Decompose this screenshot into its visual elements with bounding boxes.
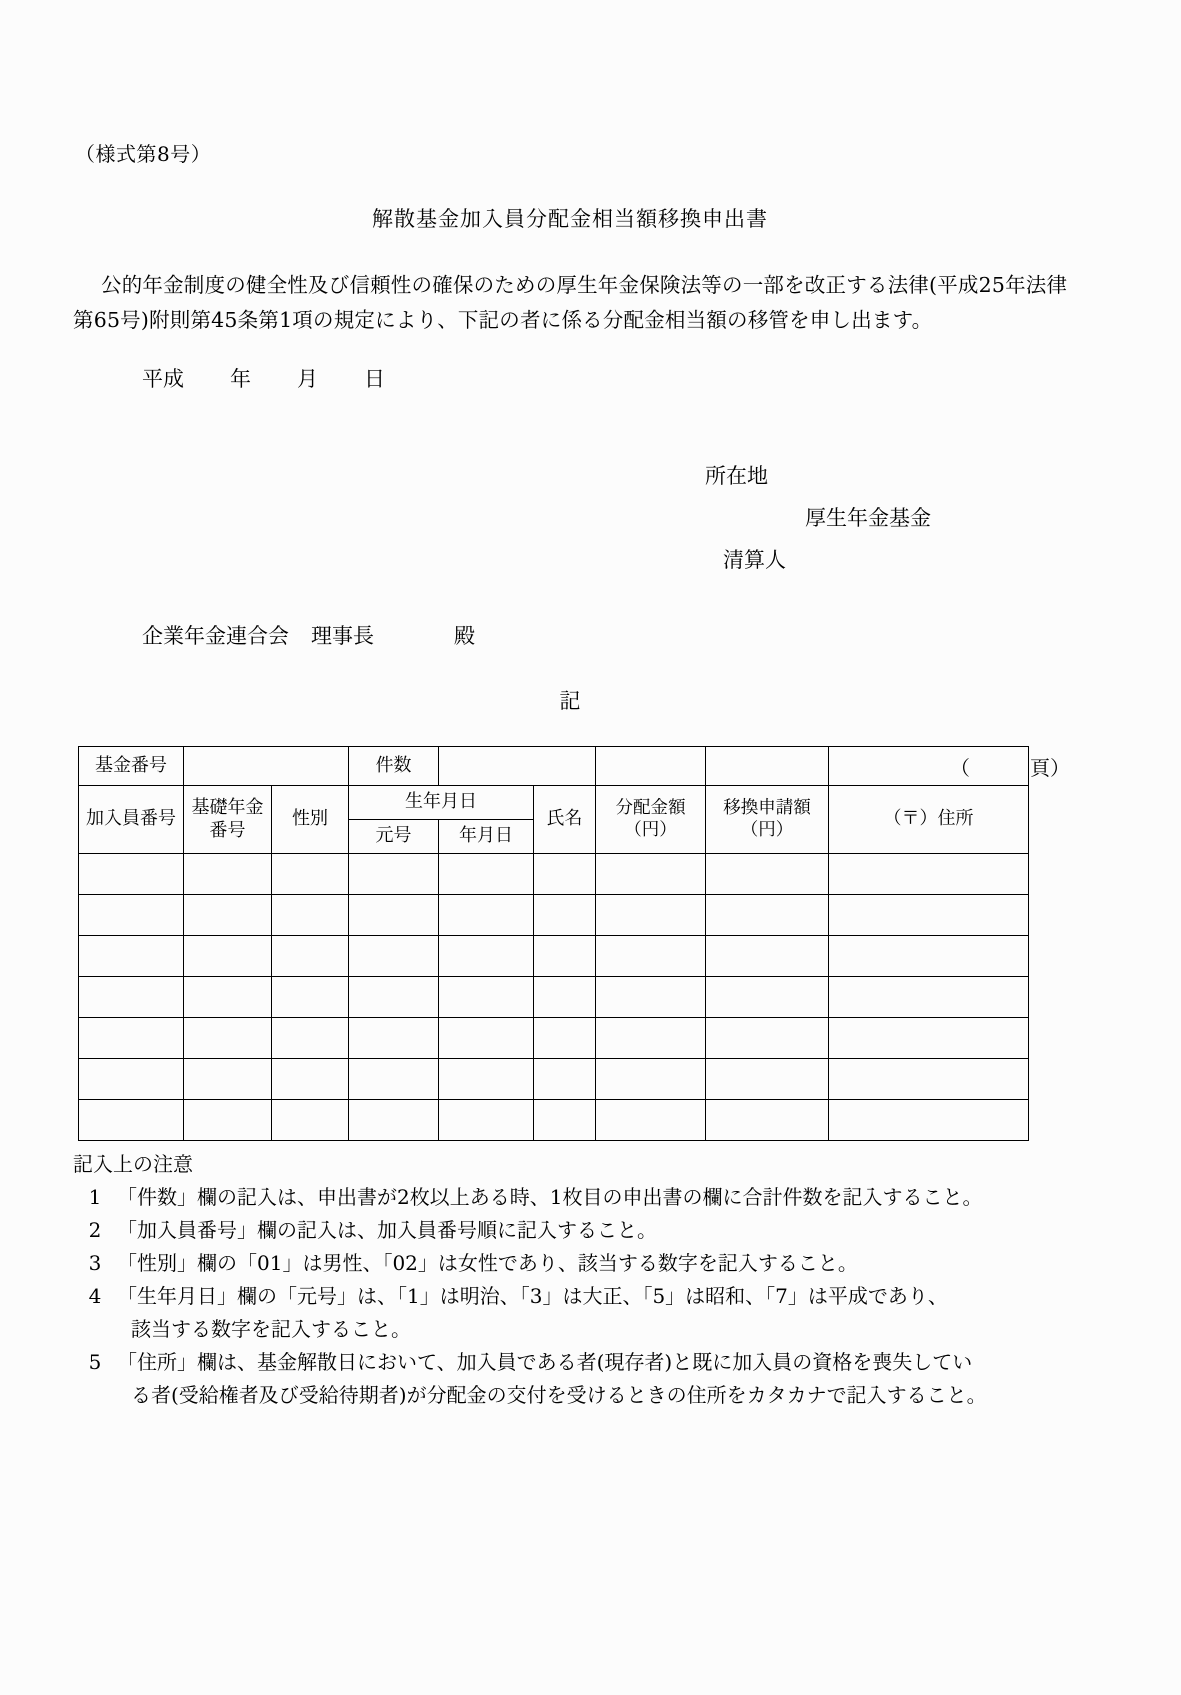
date-day-label: 日 (364, 367, 385, 391)
cell-basic-pension-number[interactable] (184, 1018, 272, 1059)
cell-member-number[interactable] (79, 1059, 184, 1100)
cell-member-number[interactable] (79, 1018, 184, 1059)
cell-name[interactable] (534, 1100, 596, 1141)
signature-location-label: 所在地 (705, 464, 768, 488)
cell-gender[interactable] (272, 1018, 349, 1059)
cell-transfer-request-amount[interactable] (706, 1100, 829, 1141)
note-text-main: 「生年月日」欄の「元号」は、「1」は明治、「3」は大正、「5」は昭和、「7」は平成であり、 (117, 1284, 948, 1308)
cell-basic-pension-number[interactable] (184, 936, 272, 977)
cell-name[interactable] (534, 936, 596, 977)
table-row (79, 1059, 1029, 1100)
body-paragraph: 公的年金制度の健全性及び信頼性の確保のための厚生年金保険法等の一部を改正する法律(平成25年法律第65号)附則第45条第1項の規定により、下記の者に係る分配金相当額の移管を申し出ます。 (73, 273, 1068, 332)
note-item (73, 1346, 1083, 1412)
cell-top-spacer-2 (706, 747, 829, 786)
cell-transfer-request-amount[interactable] (706, 1018, 829, 1059)
date-month-label: 月 (297, 367, 318, 391)
note-number: 5 (88, 1350, 102, 1374)
cell-basic-pension-number[interactable] (184, 854, 272, 895)
addressee-organization: 企業年金連合会 (142, 624, 289, 648)
cell-address[interactable] (829, 1018, 1029, 1059)
cell-birth-era[interactable] (349, 895, 439, 936)
cell-birth-era[interactable] (349, 1059, 439, 1100)
form-table-wrapper (78, 746, 1088, 1141)
cell-birth-ymd[interactable] (439, 977, 534, 1018)
date-line (142, 363, 385, 393)
cell-birth-era[interactable] (349, 977, 439, 1018)
signature-fund-label: 厚生年金基金 (805, 506, 931, 530)
form-number: （様式第8号） (75, 142, 212, 166)
page-indicator: （ 頁） (950, 756, 1070, 780)
header-transfer-request-amount-line2: （円） (740, 819, 794, 840)
cell-distribution-amount[interactable] (596, 977, 706, 1018)
note-text-main: 「件数」欄の記入は、申出書が2枚以上ある時、1枚目の申出書の欄に合計件数を記入すること。 (117, 1185, 983, 1209)
cell-transfer-request-amount[interactable] (706, 977, 829, 1018)
header-distribution-amount-line1: 分配金額 (615, 797, 686, 818)
table-row (79, 936, 1029, 977)
cell-birth-ymd[interactable] (439, 936, 534, 977)
cell-address[interactable] (829, 936, 1029, 977)
note-text (117, 1181, 1083, 1214)
header-birth-ymd: 年月日 (439, 820, 534, 854)
page-title: 解散基金加入員分配金相当額移換申出書 (372, 207, 768, 231)
cell-address[interactable] (829, 854, 1029, 895)
cell-distribution-amount[interactable] (596, 936, 706, 977)
cell-member-number[interactable] (79, 977, 184, 1018)
member-table (78, 746, 1029, 1141)
cell-top-spacer-3 (829, 747, 1029, 786)
table-row (79, 977, 1029, 1018)
note-item (73, 1181, 1083, 1214)
header-transfer-request-amount (706, 786, 829, 854)
note-text-main: 「加入員番号」欄の記入は、加入員番号順に記入すること。 (117, 1218, 657, 1242)
table-row (79, 1100, 1029, 1141)
cell-birth-ymd[interactable] (439, 895, 534, 936)
ki-mark: 記 (559, 689, 581, 713)
cell-transfer-request-amount[interactable] (706, 895, 829, 936)
header-member-number: 加入員番号 (79, 786, 184, 854)
cell-transfer-request-amount[interactable] (706, 1059, 829, 1100)
cell-address[interactable] (829, 977, 1029, 1018)
cell-basic-pension-number[interactable] (184, 895, 272, 936)
signature-liquidator-label: 清算人 (723, 548, 786, 572)
addressee-position: 理事長 (311, 624, 374, 648)
cell-member-number[interactable] (79, 936, 184, 977)
note-text-continuation: 該当する数字を記入すること。 (131, 1317, 411, 1341)
header-address: （〒）住所 (829, 786, 1029, 854)
cell-gender[interactable] (272, 977, 349, 1018)
cell-gender[interactable] (272, 854, 349, 895)
cell-distribution-amount[interactable] (596, 1059, 706, 1100)
header-basic-pension-number: 基礎年金番号 (184, 786, 272, 854)
cell-birth-era[interactable] (349, 1100, 439, 1141)
cell-birth-ymd[interactable] (439, 1100, 534, 1141)
header-birth-date: 生年月日 (349, 786, 534, 820)
cell-address[interactable] (829, 895, 1029, 936)
notes-section (73, 1148, 1083, 1412)
cell-name[interactable] (534, 1018, 596, 1059)
cell-birth-era[interactable] (349, 854, 439, 895)
cell-gender[interactable] (272, 1100, 349, 1141)
addressee-honorific: 殿 (454, 624, 475, 648)
cell-distribution-amount[interactable] (596, 1018, 706, 1059)
note-text-main: 「住所」欄は、基金解散日において、加入員である者(現存者)と既に加入員の資格を喪失してい (117, 1350, 973, 1374)
header-distribution-amount-line2: （円） (624, 819, 677, 840)
cell-gender[interactable] (272, 895, 349, 936)
date-era-label: 平成 (142, 367, 184, 391)
table-row (79, 854, 1029, 895)
cell-address[interactable] (829, 1100, 1029, 1141)
cell-basic-pension-number[interactable] (184, 1100, 272, 1141)
cell-birth-era[interactable] (349, 1018, 439, 1059)
note-number: 2 (88, 1218, 102, 1242)
note-text-main: 「性別」欄の「01」は男性、「02」は女性であり、該当する数字を記入すること。 (117, 1251, 858, 1275)
note-number: 4 (88, 1284, 102, 1308)
cell-distribution-amount[interactable] (596, 1100, 706, 1141)
note-item (73, 1280, 1083, 1346)
cell-gender[interactable] (272, 936, 349, 977)
cell-member-number[interactable] (79, 1100, 184, 1141)
note-text (117, 1247, 1083, 1280)
note-text (117, 1280, 1083, 1346)
cell-birth-ymd[interactable] (439, 1018, 534, 1059)
cell-top-spacer-1 (596, 747, 706, 786)
cell-address[interactable] (829, 1059, 1029, 1100)
cell-distribution-amount[interactable] (596, 895, 706, 936)
cell-count-label: 件数 (349, 747, 439, 786)
cell-count-value[interactable] (439, 747, 596, 786)
cell-birth-ymd[interactable] (439, 854, 534, 895)
cell-fund-number-label: 基金番号 (79, 747, 184, 786)
table-row (79, 895, 1029, 936)
cell-member-number[interactable] (79, 854, 184, 895)
cell-member-number[interactable] (79, 895, 184, 936)
header-name: 氏名 (534, 786, 596, 854)
cell-birth-ymd[interactable] (439, 1059, 534, 1100)
cell-gender[interactable] (272, 1059, 349, 1100)
note-item (73, 1214, 1083, 1247)
note-item (73, 1247, 1083, 1280)
cell-distribution-amount[interactable] (596, 854, 706, 895)
table-row (79, 1018, 1029, 1059)
table-header-row-1 (79, 786, 1029, 820)
note-number: 3 (88, 1251, 102, 1275)
note-text-continuation: る者(受給権者及び受給待期者)が分配金の交付を受けるときの住所をカタカナで記入すること。 (131, 1383, 987, 1407)
cell-birth-era[interactable] (349, 936, 439, 977)
note-text (117, 1214, 1083, 1247)
cell-transfer-request-amount[interactable] (706, 936, 829, 977)
cell-name[interactable] (534, 977, 596, 1018)
cell-name[interactable] (534, 895, 596, 936)
table-top-row (79, 747, 1029, 786)
cell-basic-pension-number[interactable] (184, 1059, 272, 1100)
header-gender: 性別 (272, 786, 349, 854)
cell-name[interactable] (534, 1059, 596, 1100)
header-distribution-amount (596, 786, 706, 854)
notes-title: 記入上の注意 (73, 1152, 193, 1176)
header-transfer-request-amount-line1: 移換申請額 (723, 797, 811, 818)
note-number: 1 (88, 1185, 102, 1209)
cell-basic-pension-number[interactable] (184, 977, 272, 1018)
cell-name[interactable] (534, 854, 596, 895)
cell-fund-number-value[interactable] (184, 747, 349, 786)
date-year-label: 年 (230, 367, 251, 391)
addressee-line (142, 620, 475, 650)
header-birth-era: 元号 (349, 820, 439, 854)
note-text (117, 1346, 1083, 1412)
cell-transfer-request-amount[interactable] (706, 854, 829, 895)
signature-block (70, 455, 1070, 581)
